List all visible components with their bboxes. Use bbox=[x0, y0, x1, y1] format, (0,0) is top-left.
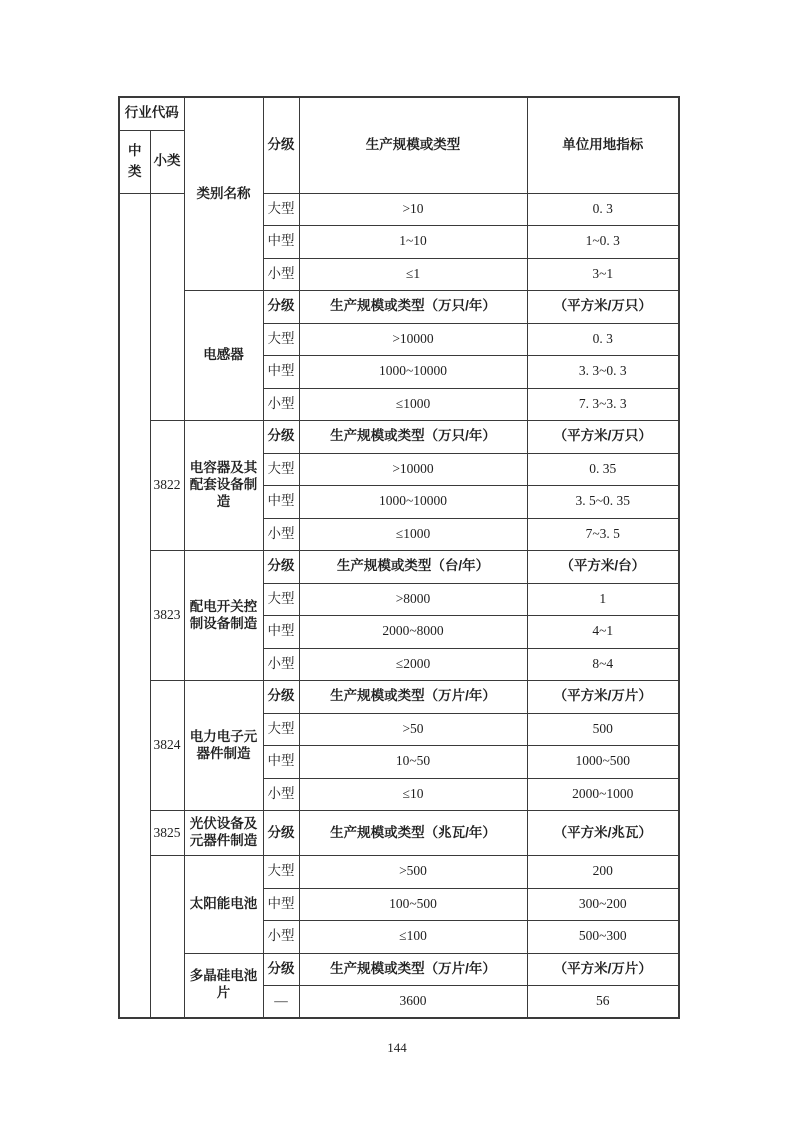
grade-cell: 大型 bbox=[263, 453, 299, 486]
scale-cell: ≤2000 bbox=[299, 648, 527, 681]
scale-subheader-cell: 生产规模或类型（台/年） bbox=[299, 551, 527, 584]
grade-cell: 小型 bbox=[263, 388, 299, 421]
grade-cell: 大型 bbox=[263, 713, 299, 746]
grade-cell: — bbox=[263, 986, 299, 1019]
scale-cell: >8000 bbox=[299, 583, 527, 616]
scale-subheader-cell: 生产规模或类型（万片/年） bbox=[299, 681, 527, 714]
category-name-header: 类别名称 bbox=[184, 97, 263, 291]
indicator-cell: 500 bbox=[527, 713, 679, 746]
grade-cell: 中型 bbox=[263, 616, 299, 649]
grade-cell: 中型 bbox=[263, 356, 299, 389]
category-cell-poly-si-wafer: 多晶硅电池片 bbox=[184, 953, 263, 1018]
indicator-cell: 2000~1000 bbox=[527, 778, 679, 811]
scale-cell: >10 bbox=[299, 193, 527, 226]
grade-cell: 中型 bbox=[263, 486, 299, 519]
indicator-cell: 300~200 bbox=[527, 888, 679, 921]
grade-subheader-cell: 分级 bbox=[263, 681, 299, 714]
industry-code-header: 行业代码 bbox=[119, 97, 184, 130]
indicator-cell: 3. 5~0. 35 bbox=[527, 486, 679, 519]
grade-subheader-cell: 分级 bbox=[263, 811, 299, 856]
grade-subheader-cell: 分级 bbox=[263, 291, 299, 324]
category-cell-power-electronics: 电力电子元器件制造 bbox=[184, 681, 263, 811]
scale-cell: 100~500 bbox=[299, 888, 527, 921]
industry-land-use-table bbox=[118, 96, 680, 1019]
page-number: 144 bbox=[387, 1040, 407, 1055]
grade-cell: 小型 bbox=[263, 778, 299, 811]
indicator-unit-cell: （平方米/兆瓦） bbox=[527, 811, 679, 856]
category-cell-solar-cell: 太阳能电池 bbox=[184, 856, 263, 954]
indicator-cell: 4~1 bbox=[527, 616, 679, 649]
grade-subheader-cell: 分级 bbox=[263, 953, 299, 986]
indicator-cell: 0. 3 bbox=[527, 193, 679, 226]
industry-code-cell-3825: 3825 bbox=[150, 811, 184, 856]
grade-cell: 小型 bbox=[263, 921, 299, 954]
scale-subheader-cell: 生产规模或类型（万片/年） bbox=[299, 953, 527, 986]
scale-cell: >10000 bbox=[299, 453, 527, 486]
industry-code-cell-3824: 3824 bbox=[150, 681, 184, 811]
grade-cell: 小型 bbox=[263, 518, 299, 551]
grade-subheader-cell: 分级 bbox=[263, 421, 299, 454]
indicator-cell: 7. 3~3. 3 bbox=[527, 388, 679, 421]
indicator-cell: 0. 3 bbox=[527, 323, 679, 356]
grade-cell: 大型 bbox=[263, 193, 299, 226]
industry-code-cell-3822: 3822 bbox=[150, 421, 184, 551]
grade-cell: 小型 bbox=[263, 648, 299, 681]
indicator-cell: 56 bbox=[527, 986, 679, 1019]
indicator-unit-cell: （平方米/万片） bbox=[527, 953, 679, 986]
scale-cell: 10~50 bbox=[299, 746, 527, 779]
sub-class-empty-cell bbox=[150, 856, 184, 1019]
sub-class-empty-cell bbox=[150, 193, 184, 421]
indicator-unit-cell: （平方米/万片） bbox=[527, 681, 679, 714]
grade-cell: 大型 bbox=[263, 323, 299, 356]
indicator-unit-cell: （平方米/台） bbox=[527, 551, 679, 584]
scale-cell: 3600 bbox=[299, 986, 527, 1019]
indicator-cell: 200 bbox=[527, 856, 679, 889]
scale-header: 生产规模或类型 bbox=[299, 97, 527, 193]
category-cell-inductor: 电感器 bbox=[184, 291, 263, 421]
scale-subheader-cell: 生产规模或类型（万只/年） bbox=[299, 421, 527, 454]
grade-cell: 小型 bbox=[263, 258, 299, 291]
indicator-cell: 0. 35 bbox=[527, 453, 679, 486]
sub-class-header: 小类 bbox=[150, 130, 184, 193]
scale-cell: >10000 bbox=[299, 323, 527, 356]
scale-subheader-cell: 生产规模或类型（兆瓦/年） bbox=[299, 811, 527, 856]
indicator-cell: 3. 3~0. 3 bbox=[527, 356, 679, 389]
indicator-cell: 3~1 bbox=[527, 258, 679, 291]
mid-class-empty-cell bbox=[119, 193, 150, 1018]
scale-subheader-cell: 生产规模或类型（万只/年） bbox=[299, 291, 527, 324]
category-cell-capacitor: 电容器及其配套设备制造 bbox=[184, 421, 263, 551]
indicator-unit-cell: （平方米/万只） bbox=[527, 421, 679, 454]
scale-cell: ≤100 bbox=[299, 921, 527, 954]
scale-cell: 1000~10000 bbox=[299, 356, 527, 389]
grade-cell: 中型 bbox=[263, 888, 299, 921]
indicator-cell: 500~300 bbox=[527, 921, 679, 954]
indicator-header: 单位用地指标 bbox=[527, 97, 679, 193]
grade-header: 分级 bbox=[263, 97, 299, 193]
indicator-cell: 1 bbox=[527, 583, 679, 616]
indicator-unit-cell: （平方米/万只） bbox=[527, 291, 679, 324]
indicator-cell: 7~3. 5 bbox=[527, 518, 679, 551]
scale-cell: >500 bbox=[299, 856, 527, 889]
grade-cell: 中型 bbox=[263, 226, 299, 259]
grade-cell: 大型 bbox=[263, 856, 299, 889]
category-cell-pv-equipment: 光伏设备及元器件制造 bbox=[184, 811, 263, 856]
indicator-cell: 1000~500 bbox=[527, 746, 679, 779]
scale-cell: ≤1000 bbox=[299, 388, 527, 421]
scale-cell: 2000~8000 bbox=[299, 616, 527, 649]
scale-cell: ≤10 bbox=[299, 778, 527, 811]
grade-subheader-cell: 分级 bbox=[263, 551, 299, 584]
indicator-cell: 8~4 bbox=[527, 648, 679, 681]
indicator-cell: 1~0. 3 bbox=[527, 226, 679, 259]
mid-class-header: 中类 bbox=[119, 130, 150, 193]
grade-cell: 中型 bbox=[263, 746, 299, 779]
scale-cell: 1~10 bbox=[299, 226, 527, 259]
industry-code-cell-3823: 3823 bbox=[150, 551, 184, 681]
grade-cell: 大型 bbox=[263, 583, 299, 616]
scale-cell: ≤1 bbox=[299, 258, 527, 291]
scale-cell: 1000~10000 bbox=[299, 486, 527, 519]
category-cell-switchgear: 配电开关控制设备制造 bbox=[184, 551, 263, 681]
scale-cell: ≤1000 bbox=[299, 518, 527, 551]
scale-cell: >50 bbox=[299, 713, 527, 746]
